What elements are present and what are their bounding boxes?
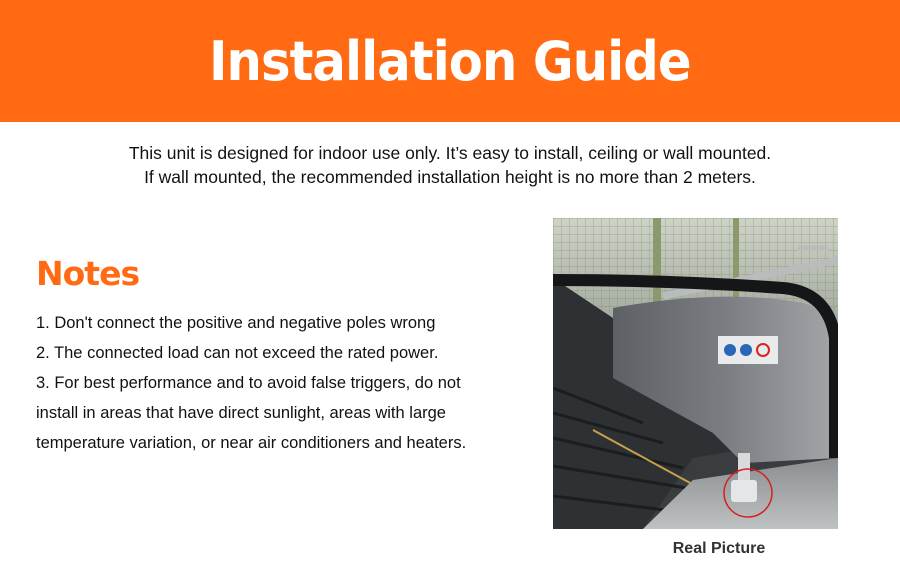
page-title: Installation Guide xyxy=(209,29,691,93)
header-banner xyxy=(0,0,900,122)
photo-caption: Real Picture xyxy=(672,540,766,557)
intro-text xyxy=(0,141,900,189)
intro-line-1: This unit is designed for indoor use only. It’s easy to install, ceiling or wall mounted. xyxy=(128,143,772,163)
note-line: temperature variation, or near air conditioners and heaters. xyxy=(36,434,467,452)
notes-heading: Notes xyxy=(36,254,140,293)
note-line: 3. For best performance and to avoid false triggers, do not xyxy=(36,374,461,392)
note-line: 2. The connected load can not exceed the rated power. xyxy=(36,344,439,362)
note-line: 1. Don't connect the positive and negative poles wrong xyxy=(36,314,436,332)
notes-list xyxy=(36,308,536,458)
note-line: install in areas that have direct sunlight, areas with large xyxy=(36,404,446,422)
intro-line-2: If wall mounted, the recommended installation height is no more than 2 meters. xyxy=(144,167,756,187)
escalator-photo xyxy=(553,218,838,529)
